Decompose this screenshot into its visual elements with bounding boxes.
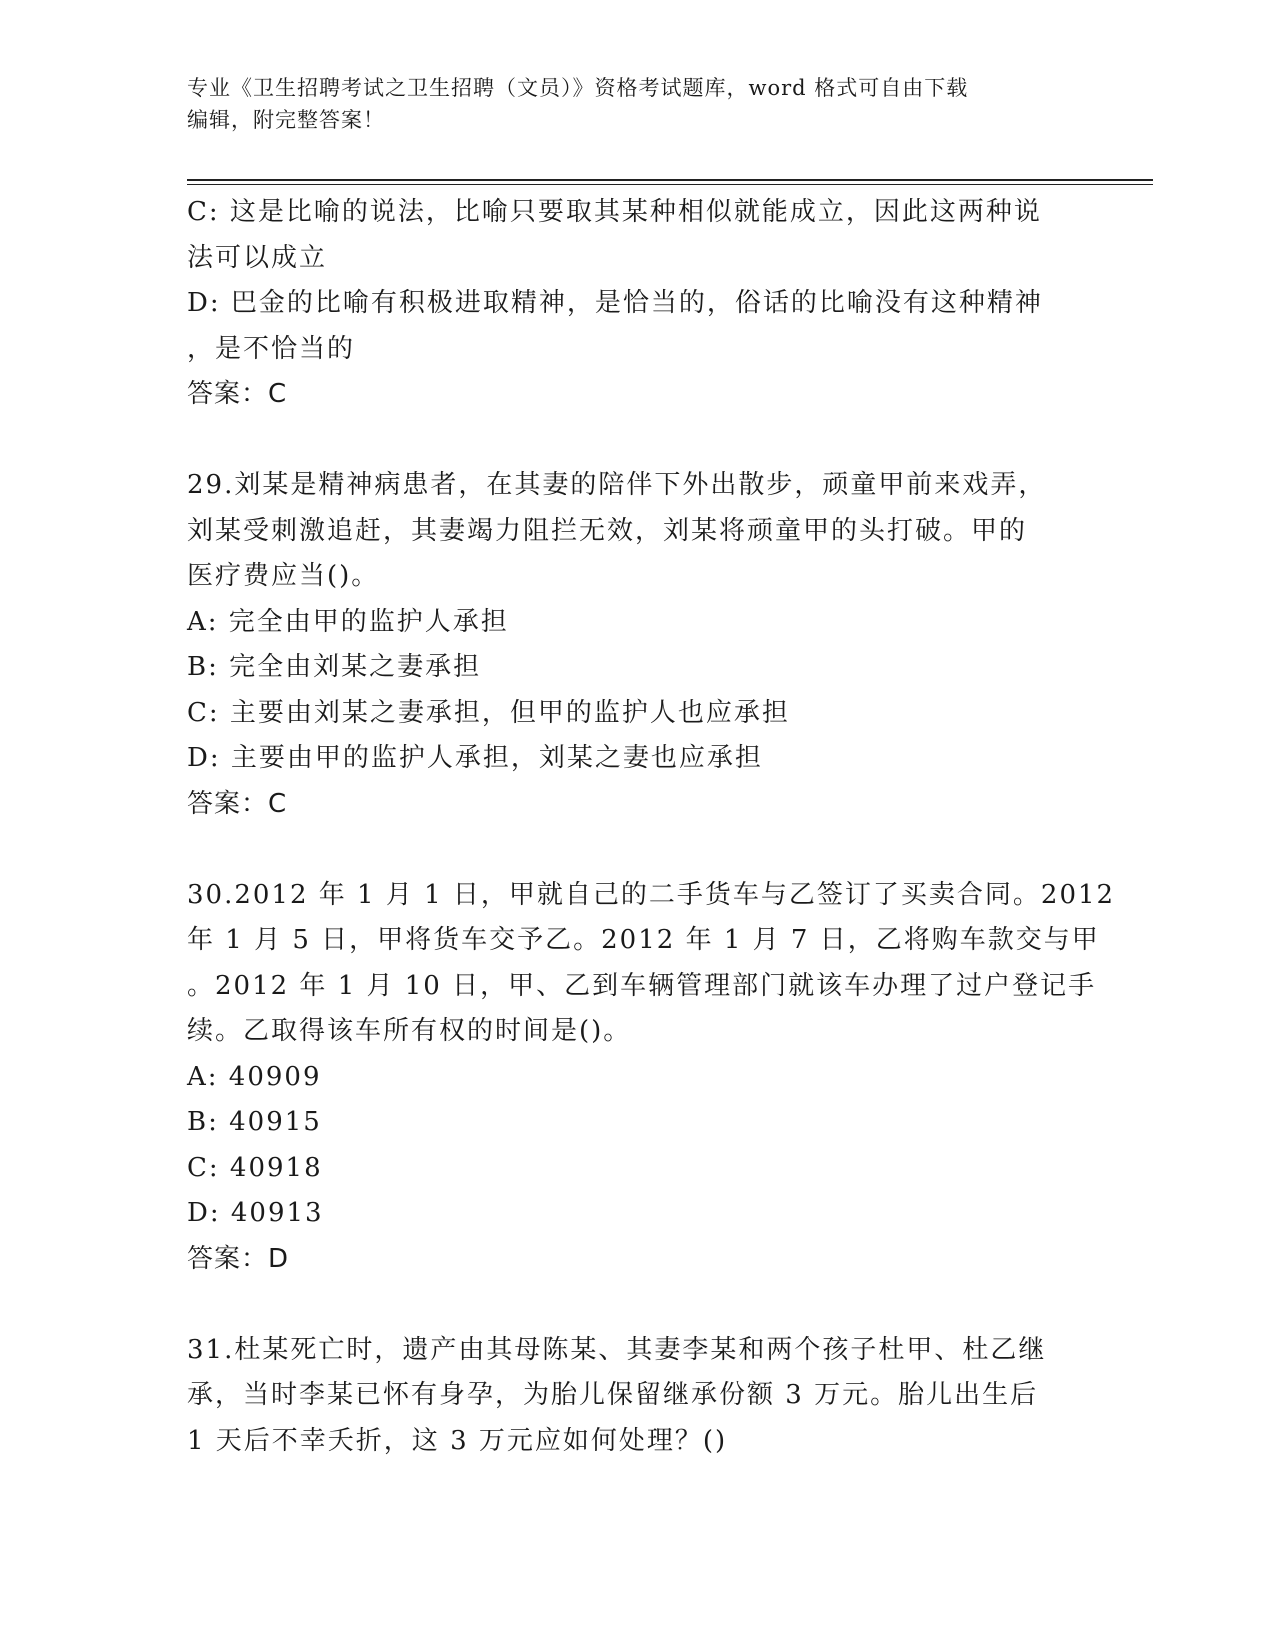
option-c: C: 主要由刘某之妻承担，但甲的监护人也应承担 [187, 697, 790, 728]
document-body [187, 190, 1116, 1464]
question-30 [187, 873, 1116, 1283]
header-rule-thick [187, 179, 1153, 181]
option-c: C: 40918 [187, 1152, 323, 1183]
question-29 [187, 463, 1087, 827]
question-stem-line: 。2012 年 1 月 10 日，甲、乙到车辆管理部门就该车办理了过户登记手 [187, 970, 1097, 1001]
question-stem-line: 29.刘某是精神病患者，在其妻的陪伴下外出散步，顽童甲前来戏弄， [187, 470, 1047, 500]
option-a: A: 40909 [187, 1061, 322, 1092]
option-a: A: 完全由甲的监护人承担 [187, 606, 509, 637]
question-stem-line: 续。乙取得该车所有权的时间是()。 [187, 1016, 632, 1046]
option-d: D: 40913 [187, 1198, 324, 1228]
document-header [187, 72, 1067, 136]
header-line: 专业《卫生招聘考试之卫生招聘（文员）》资格考试题库，word 格式可自由下载 [187, 76, 969, 100]
header-rule-thin [187, 184, 1153, 185]
option-d: D: 主要由甲的监护人承担，刘某之妻也应承担 [187, 743, 763, 773]
answer: 答案：C [187, 379, 288, 409]
option-c-line: 法可以成立 [187, 242, 328, 273]
option-d-line: ，是不恰当的 [187, 333, 356, 364]
question-stem-line: 年 1 月 5 日，甲将货车交予乙。2012 年 1 月 7 日，乙将购车款交与甲 [187, 925, 1100, 955]
option-c-line: C: 这是比喻的说法，比喻只要取其某种相似就能成立，因此这两种说 [187, 197, 1042, 227]
answer: 答案：C [187, 788, 288, 819]
question-stem-line: 承，当时李某已怀有身孕，为胎儿保留继承份额 3 万元。胎儿出生后 [187, 1380, 1039, 1410]
prev-question [187, 190, 1087, 418]
question-stem-line: 31.杜某死亡时，遗产由其母陈某、其妻李某和两个孩子杜甲、杜乙继 [187, 1334, 1047, 1365]
question-31 [187, 1328, 1087, 1465]
option-b: B: 40915 [187, 1107, 322, 1137]
header-line: 编辑，附完整答案！ [187, 108, 385, 132]
question-stem-line: 30.2012 年 1 月 1 日，甲就自己的二手货车与乙签订了买卖合同。2012 [187, 879, 1116, 910]
question-stem-line: 1 天后不幸夭折，这 3 万元应如何处理？() [187, 1425, 728, 1456]
option-d-line: D: 巴金的比喻有积极进取精神，是恰当的，俗话的比喻没有这种精神 [187, 288, 1043, 318]
answer: 答案：D [187, 1243, 290, 1274]
question-stem-line: 医疗费应当()。 [187, 561, 380, 591]
option-b: B: 完全由刘某之妻承担 [187, 652, 482, 682]
question-stem-line: 刘某受刺激追赶，其妻竭力阻拦无效，刘某将顽童甲的头打破。甲的 [187, 515, 1028, 546]
